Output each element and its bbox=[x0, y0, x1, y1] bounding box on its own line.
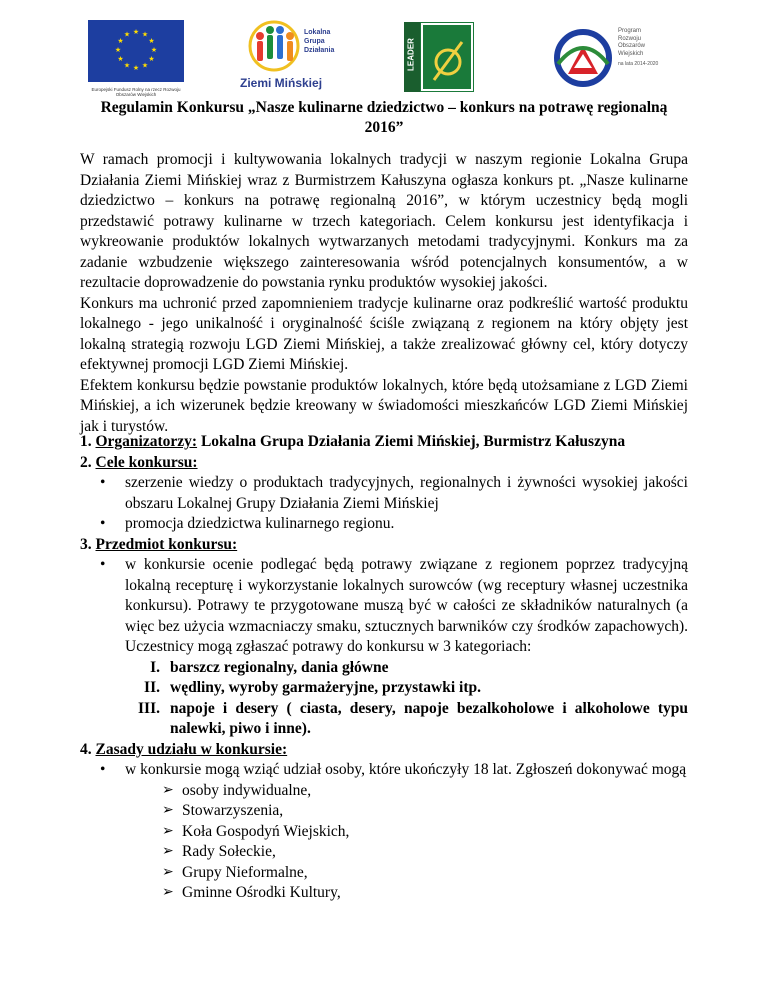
svg-text:★: ★ bbox=[114, 46, 122, 54]
lgd-people-icon bbox=[244, 16, 304, 72]
roman-numeral: I. bbox=[150, 658, 160, 676]
section-value: Lokalna Grupa Działania Ziemi Mińskiej, Burmistrz Kałuszyna bbox=[197, 433, 626, 450]
section-subject bbox=[80, 535, 688, 556]
section-number: 2. bbox=[80, 453, 92, 471]
intro-paragraph: Efektem konkursu będzie powstanie produktów lokalnych, które będą utożsamiane z LGD Ziemi Mińskiej, a ich wizerunek będzie kreowany w świadomości mieszkańców LGD Ziemi Mińskiej jak i turystów. bbox=[80, 376, 688, 435]
list-item: ➢ Koła Gospodyń Wiejskich, bbox=[80, 822, 688, 843]
svg-text:★: ★ bbox=[148, 37, 155, 45]
prow-line1: Program bbox=[618, 28, 642, 34]
prow-line3: Obszarów bbox=[618, 43, 646, 49]
intro-paragraph: Konkurs ma uchronić przed zapomnieniem tradycje kulinarne oraz podkreślić wartość produktu lokalnego - jego unikalność i oryginalność ściśle związaną z regionem na który objęty jest lokalną strategią rozwoju LGD Ziemi Mińskiej, a także zrealizować główny cel, który dotyczy efektywnej promocji LGD Ziemi Mińskiej. bbox=[80, 294, 688, 373]
section-label: Przedmiot konkursu: bbox=[95, 535, 238, 553]
section-organizers bbox=[80, 432, 688, 453]
svg-text:★: ★ bbox=[123, 30, 131, 39]
lgd-logo bbox=[240, 14, 350, 96]
arrow-bullet-icon: ➢ bbox=[162, 885, 174, 900]
goals-list bbox=[80, 473, 688, 535]
section-goals bbox=[80, 453, 688, 474]
svg-text:★: ★ bbox=[150, 46, 158, 54]
bullet-icon: • bbox=[100, 474, 106, 491]
lgd-line3: Działania bbox=[304, 47, 335, 54]
sections bbox=[80, 432, 688, 904]
subject-list bbox=[80, 555, 688, 658]
section-rules bbox=[80, 740, 688, 761]
arrow-bullet-icon: ➢ bbox=[162, 864, 174, 880]
lgd-name: Ziemi Mińskiej bbox=[240, 76, 323, 90]
bullet-icon: • bbox=[100, 515, 106, 532]
lgd-line2: Grupa bbox=[304, 38, 325, 45]
bullet-icon: • bbox=[100, 556, 106, 573]
arrow-bullet-icon: ➢ bbox=[162, 823, 174, 839]
list-item: ➢ Stowarzyszenia, bbox=[80, 801, 688, 822]
svg-text:★: ★ bbox=[117, 55, 124, 63]
arrow-bullet-icon: ➢ bbox=[162, 782, 174, 798]
prow-emblem-icon bbox=[548, 24, 618, 88]
section-number: 1. bbox=[80, 433, 92, 450]
svg-text:★: ★ bbox=[148, 55, 155, 63]
svg-text:★: ★ bbox=[132, 28, 140, 36]
leader-label: LEADER bbox=[406, 38, 416, 71]
prow-years: na lata 2014-2020 bbox=[618, 61, 659, 67]
svg-text:★: ★ bbox=[132, 64, 140, 72]
prow-line2: Rozwoju bbox=[618, 35, 642, 42]
lgd-line1: Lokalna bbox=[304, 29, 331, 36]
category-item: I. barszcz regionalny, dania główne bbox=[80, 658, 688, 679]
category-item: III. napoje i desery ( ciasta, desery, napoje bezalkoholowe i alkoholowe typu nalewki, piwo i inne). bbox=[80, 699, 688, 740]
list-item: ➢ Gminne Ośrodki Kultury, bbox=[80, 883, 688, 904]
intro-paragraph: W ramach promocji i kultywowania lokalnych tradycji w naszym regionie Lokalna Grupa Działania Ziemi Mińskiej wraz z Burmistrzem Kałuszyna ogłasza konkurs pt. „Nasze kulinarne dziedzictwo – konkurs na potrawę regionalną 2016”, w którym uczestnicy będą mogli przedstawić potrawy kulinarne w trzech kategoriach. Celem konkursu jest identyfikacja i wykreowanie produktów lokalnych wytwarzanych metodami tradycyjnymi. Konkurs ma za zadanie wzbudzenie większego zainteresowania wśród potencjalnych konsumentów, a w rezultacie doprowadzenie do powstania rynku produktów wysokiej jakości. bbox=[80, 151, 688, 291]
section-number: 4. bbox=[80, 740, 92, 758]
prow-logo bbox=[548, 24, 678, 96]
intro-section bbox=[80, 150, 688, 437]
category-list bbox=[80, 658, 688, 740]
section-label: Cele konkursu: bbox=[95, 453, 198, 471]
list-item: • w konkursie ocenie podlegać będą potrawy związane z regionem poprzez tradycyjną lokalną recepturę i wykorzystanie lokalnych surowców (wg receptury własnej uczestnika konkursu). Potrawy te przygotowane muszą być w całości ze składników naturalnych (a więc bez użycia wzmacniaczy smaku, sztucznych barwników czy środków zapachowych). Uczestnicy mogą zgłaszać potrawy do konkursu w 3 kategoriach: bbox=[100, 556, 688, 655]
category-item: II. wędliny, wyroby garmażeryjne, przystawki itp. bbox=[80, 678, 688, 699]
svg-text:★: ★ bbox=[117, 37, 124, 45]
list-item: • szerzenie wiedzy o produktach tradycyjnych, regionalnych i żywności wysokiej jakości obszaru Lokalnej Grupy Działania Ziemi Mińskiej bbox=[100, 474, 688, 512]
list-item: • w konkursie mogą wziąć udział osoby, które ukończyły 18 lat. Zgłoszeń dokonywać mogą bbox=[80, 760, 688, 781]
section-label: Organizatorzy: bbox=[95, 433, 198, 450]
leader-logo bbox=[404, 22, 474, 92]
rules-list bbox=[80, 760, 688, 781]
document-title: Regulamin Konkursu „Nasze kulinarne dziedzictwo – konkurs na potrawę regionalną 2016” bbox=[100, 99, 668, 136]
eu-flag-icon bbox=[88, 20, 184, 82]
roman-numeral: II. bbox=[144, 679, 160, 696]
svg-text:★: ★ bbox=[123, 61, 131, 70]
section-label: Zasady udziału w konkursie: bbox=[95, 740, 288, 758]
bullet-icon: • bbox=[100, 761, 106, 778]
svg-text:★: ★ bbox=[141, 30, 149, 39]
participants-list bbox=[80, 781, 688, 904]
list-item: ➢ Grupy Nieformalne, bbox=[80, 863, 688, 884]
arrow-bullet-icon: ➢ bbox=[162, 844, 174, 859]
svg-text:★: ★ bbox=[141, 61, 149, 70]
eu-flag-logo bbox=[88, 20, 184, 96]
list-item: • promocja dziedzictwa kulinarnego regionu. bbox=[80, 514, 688, 535]
arrow-bullet-icon: ➢ bbox=[162, 803, 174, 818]
section-number: 3. bbox=[80, 535, 92, 553]
eu-caption: Europejski Fundusz Rolny na rzecz Rozwoju Obszarów Wiejskich bbox=[91, 87, 181, 97]
list-item: ➢ osoby indywidualne, bbox=[80, 781, 688, 802]
list-item: ➢ Rady Sołeckie, bbox=[80, 842, 688, 863]
roman-numeral: III. bbox=[138, 699, 160, 717]
prow-line4: Wiejskich bbox=[618, 50, 644, 57]
logos-header bbox=[0, 14, 768, 96]
